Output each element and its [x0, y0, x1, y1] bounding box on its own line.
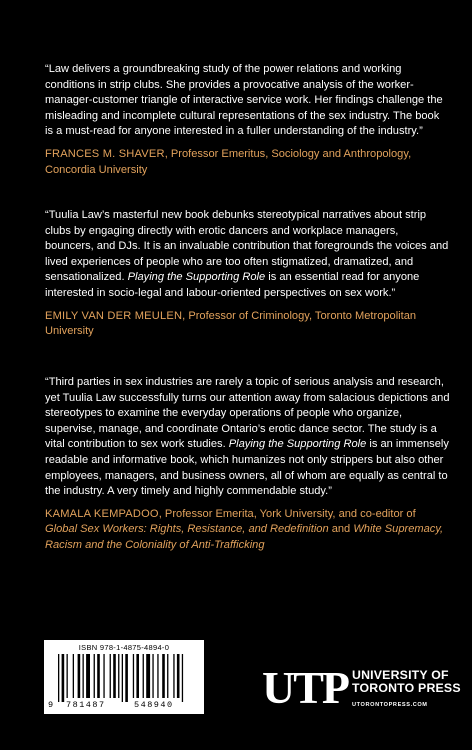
barcode-bars: [52, 654, 196, 702]
endorsement-1: [45, 62, 450, 178]
quote-text: is an immensely readable and informative book, which humanizes not only strippers but also other employees, managers, and business owners, all of whom are equally as central to the industry. A very timely and highly commendable study.”: [45, 438, 449, 498]
endorser-affiliation: , Professor Emerita, York University, and co-editor of: [158, 507, 416, 520]
endorsement-quote: [45, 208, 450, 302]
endorser-name: FRANCES M. SHAVER: [45, 147, 165, 160]
endorser-name: EMILY VAN DER MEULEN: [45, 309, 183, 322]
publisher-logo: [262, 662, 462, 717]
book-title: Playing the Supporting Role: [228, 438, 367, 451]
quote-text: “Third parties in sex industries are rarely a topic of serious analysis and research, yet Tuulia Law successfully turns our attention away from salacious depictions and stereotypes to examine the everyday operations of people who organize, supervise, manage, and coordinate Ontario’s erotic dance sector. The study is a vital contribution to sex work studies.: [45, 376, 450, 451]
quote-text: is an essential read for anyone interested in socio-legal and labour-oriented perspectives on sex work.”: [45, 271, 420, 299]
barcode-digits-left: 781487: [66, 700, 106, 710]
publisher-name: [352, 669, 461, 695]
endorser-affiliation: , Professor Emeritus, Sociology and Anthropology, Concordia University: [45, 147, 412, 176]
isbn-barcode: [44, 640, 204, 714]
publisher-name-line2: TORONTO PRESS: [352, 681, 461, 695]
isbn-label: ISBN 978-1-4875-4894-0: [78, 643, 170, 652]
book-title: Global Sex Workers: Rights, Resistance, and Redefinition: [45, 523, 329, 536]
quote-text: “Tuulia Law’s masterful new book debunks stereotypical narratives about strip clubs by engaging directly with erotic dancers and workplace managers, bouncers, and DJs. It is an invaluable contribution that foregrounds the voices and lived experiences of people who are too often stigmatized, dramatized, and sensationalized.: [45, 209, 449, 284]
book-title: Playing the Supporting Role: [127, 271, 266, 284]
endorsement-3: [45, 375, 450, 554]
endorsement-attribution: [45, 309, 450, 340]
endorsement-2: [45, 208, 450, 340]
endorsement-attribution: [45, 147, 450, 178]
barcode-digit-first: 9: [48, 700, 54, 710]
endorsement-attribution: [45, 507, 450, 554]
endorsement-quote: [45, 375, 450, 500]
publisher-name-line1: UNIVERSITY OF: [352, 668, 449, 682]
conjunction: and: [328, 523, 354, 536]
publisher-url: UTORONTOPRESS.COM: [352, 702, 428, 708]
barcode-digits-right: 548940: [134, 700, 174, 710]
book-title: White Supremacy, Racism and the Coloniality of Anti-Trafficking: [45, 523, 444, 551]
endorser-name: KAMALA KEMPADOO: [45, 507, 159, 520]
utp-logo-mark: UTP: [262, 662, 348, 713]
endorsement-quote: “Law delivers a groundbreaking study of the power relations and working conditions in strip clubs. She provides a provocative analysis of the worker-manager-customer triangle of interactive service work. Her findings challenge the misleading and incomplete cultural representations of the sex industry. The book is a must-read for anyone interested in a fuller understanding of the industry.”: [45, 63, 443, 138]
endorser-affiliation: , Professor of Criminology, Toronto Metropolitan University: [45, 309, 417, 338]
